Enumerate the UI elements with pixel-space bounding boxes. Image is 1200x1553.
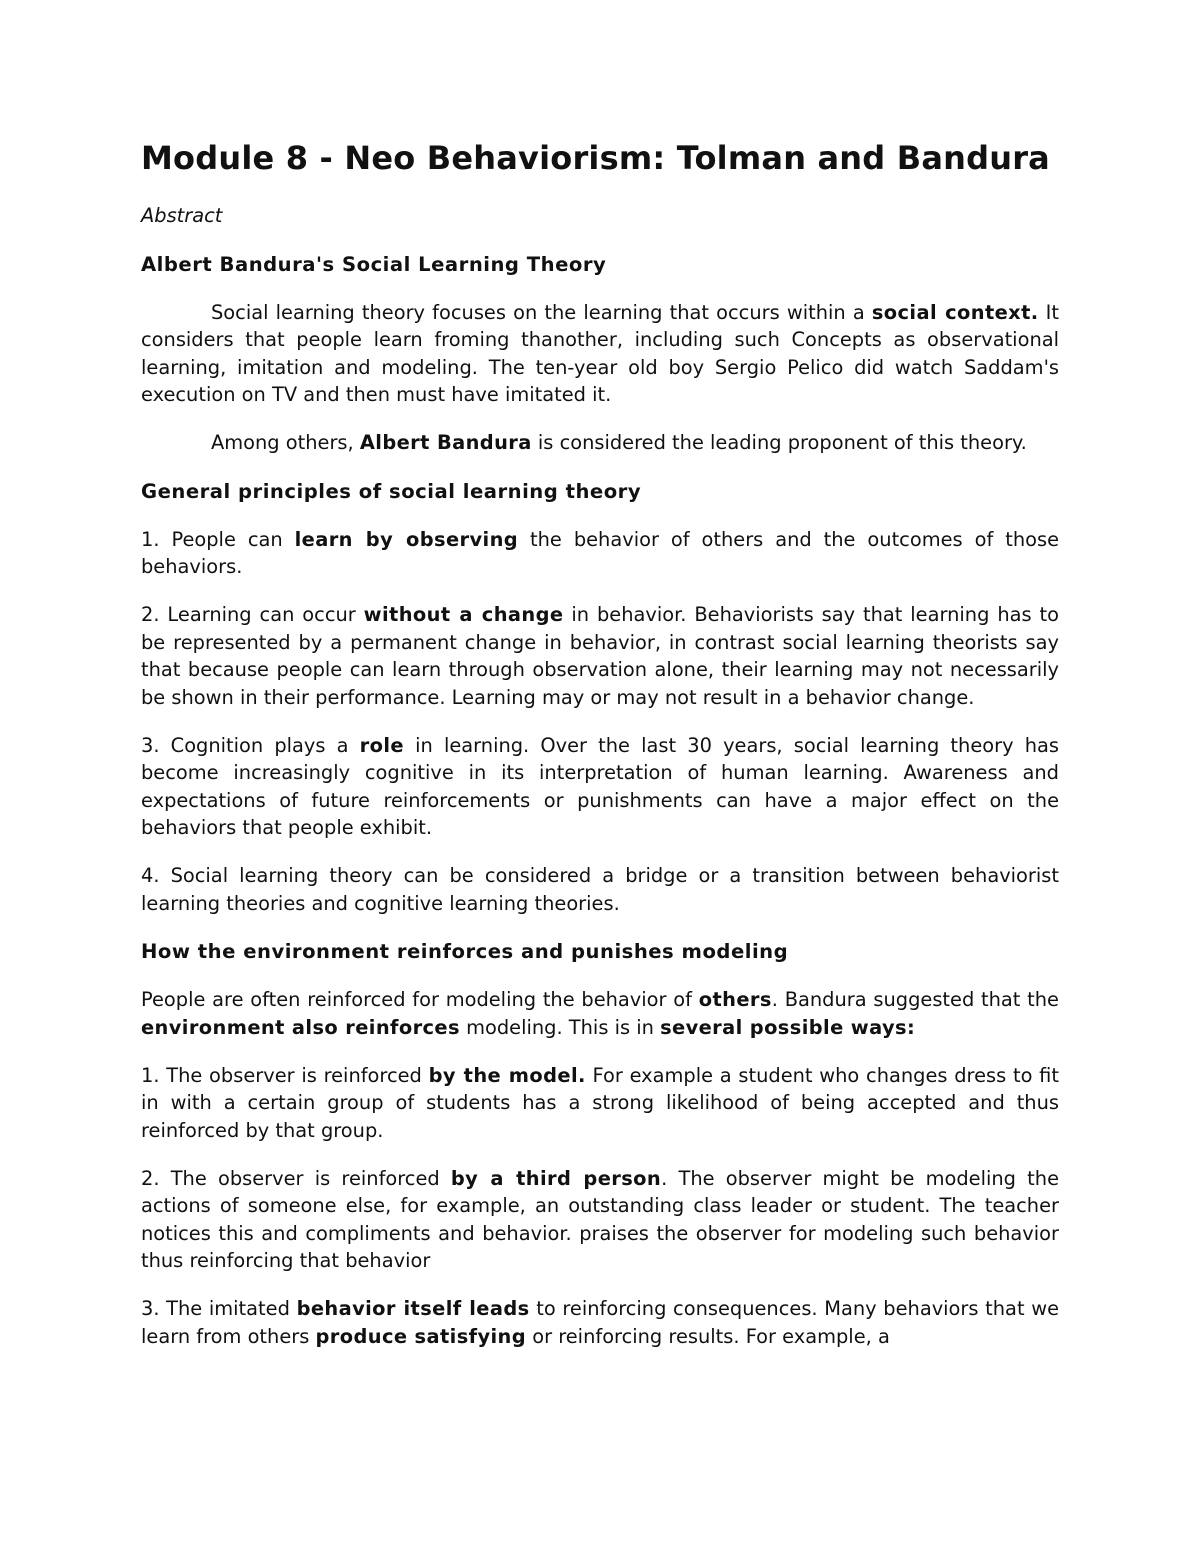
section-heading-environment-reinforces: How the environment reinforces and punishes modeling	[141, 940, 789, 963]
reinforcement-item-1: 1. The observer is reinforced by the model. For example a student who changes dress to fit in with a certain group of students has a strong likelihood of being accepted and thus reinforced by that group.	[141, 1063, 1059, 1142]
paragraph-social-learning-intro: Social learning theory focuses on the learning that occurs within a social context. It considers that people learn froming thanother, including such Concepts as observational learning, imitation and modeling. The ten-year old boy Sergio Pelico did watch Saddam's execution on TV and then must have imitated it.	[141, 300, 1059, 406]
principle-item-4: 4. Social learning theory can be considered a bridge or a transition between behaviorist learning theories and cognitive learning theories.	[141, 864, 1059, 915]
section-heading-general-principles: General principles of social learning theory	[141, 479, 642, 503]
principle-item-3: 3. Cognition plays a role in learning. Over the last 30 years, social learning theory has become increasingly cognitive in its interpretation of human learning. Awareness and expectations of future reinforcements or punishments can have a major effect on the behaviors that people exhibit.	[141, 733, 1059, 839]
abstract-label: Abstract	[141, 204, 223, 227]
document-title: Module 8 - Neo Behaviorism: Tolman and Bandura	[141, 139, 1050, 177]
reinforcement-item-3: 3. The imitated behavior itself leads to reinforcing consequences. Many behaviors that we learn from others produce satisfying or reinforcing results. For example, a	[141, 1297, 1059, 1348]
document-page	[141, 132, 1059, 1350]
principle-item-2: 2. Learning can occur without a change in behavior. Behaviorists say that learning has to be represented by a permanent change in behavior, in contrast social learning theorists say that because people can learn through observation alone, their learning may not necessarily be shown in their performance. Learning may or may not result in a behavior change.	[141, 603, 1059, 709]
reinforcement-item-2: 2. The observer is reinforced by a third person. The observer might be modeling the actions of someone else, for example, an outstanding class leader or student. The teacher notices this and compliments and behavior. praises the observer for modeling such behavior thus reinforcing that behavior	[141, 1166, 1059, 1272]
principle-item-1: 1. People can learn by observing the behavior of others and the outcomes of those behaviors.	[141, 527, 1060, 578]
paragraph-bandura-proponent: Among others, Albert Bandura is considered the leading proponent of this theory.	[211, 431, 1027, 454]
section-heading-social-learning: Albert Bandura's Social Learning Theory	[141, 252, 607, 276]
paragraph-environment-intro: People are often reinforced for modeling the behavior of others. Bandura suggested that the environment also reinforces modeling. This is in several possible ways:	[141, 988, 1059, 1039]
